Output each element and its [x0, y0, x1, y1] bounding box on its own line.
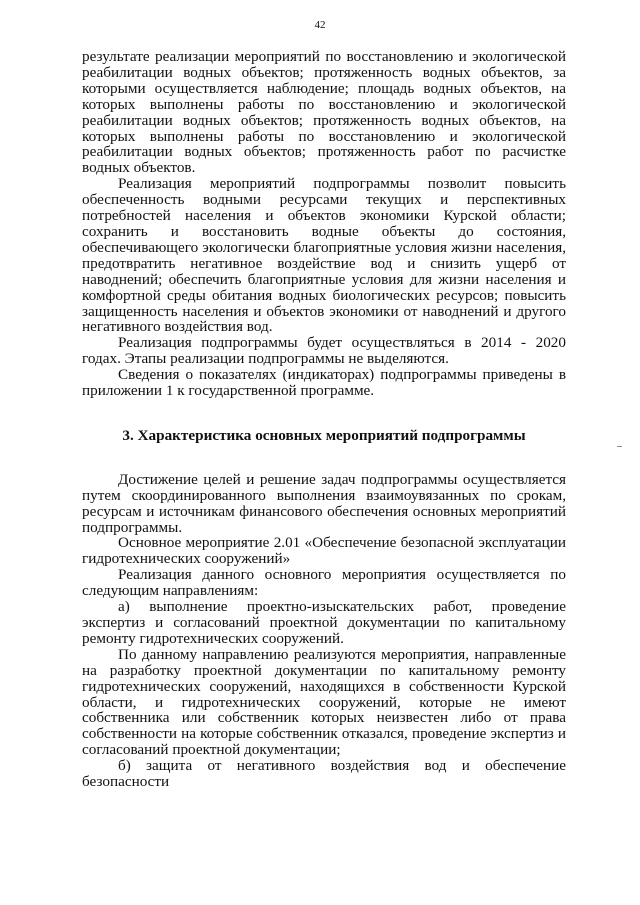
paragraph-indicators-reference: Сведения о показателях (индикаторах) подпрограммы приведены в приложении 1 к государственной программе. [82, 366, 566, 400]
paragraph-goals-achievement: Достижение целей и решение задач подпрограммы осуществляется путем скоординированного выполнения взаимоувязанных по срокам, ресурсам и источникам финансового обеспечения основных мероприятий подпрограммы. [82, 470, 566, 536]
paragraph-direction-details: По данному направлению реализуются мероприятия, направленные на разработку проектной документации по капитальному ремонту гидротехнических сооружений, находящихся в собственности Курской области, и гидротехнических сооружений, которые не имеют собственника или собственник которых неизвестен либо от права собственности на которые собственник отказался, проведение экспертиз и согласований проектной документации; [82, 645, 566, 759]
paragraph-activity-directions: Реализация данного основного мероприятия осуществляется по следующим направлениям: [82, 566, 566, 600]
list-item-a: а) выполнение проектно-изыскательских работ, проведение экспертиз и согласований проектной документации по капитальному ремонту гидротехнических сооружений. [82, 598, 566, 647]
scan-mark [617, 446, 622, 447]
list-item-b: б) защита от негативного воздействия вод и обеспечение безопасности [82, 757, 566, 791]
paragraph-indicators-continuation: результате реализации мероприятий по восстановлению и экологической реабилитации водных объектов; протяженность водных объектов, за которыми осуществляется наблюдение; площадь водных объектов, на которых выполнены работы по восстановлению и экологической реабилитации водных объектов; протяженность водных объектов, на которых выполнены работы по восстановлению и экологической реабилитации водных объектов; протяженность работ по расчистке водных объектов. [82, 48, 566, 177]
paragraph-main-activity: Основное мероприятие 2.01 «Обеспечение безопасной эксплуатации гидротехнических сооружений» [82, 534, 566, 568]
section-heading: 3. Характеристика основных мероприятий подпрограммы [122, 426, 526, 444]
paragraph-expected-results: Реализация мероприятий подпрограммы позволит повысить обеспеченность водными ресурсами текущих и перспективных потребностей населения и объектов экономики Курской области; сохранить и восстановить водные объекты до состояния, обеспечивающего экологически благоприятные условия жизни населения, предотвратить негативное воздействие вод и снизить ущерб от наводнений; обеспечить благоприятные условия для жизни населения и комфортной среды обитания водных биологических ресурсов; повысить защищенность населения и объектов экономики от наводнений и другого негативного воздействия вод. [82, 175, 566, 336]
page-number: 42 [314, 19, 326, 31]
paragraph-implementation-period: Реализация подпрограммы будет осуществляться в 2014 - 2020 годах. Этапы реализации подпрограммы не выделяются. [82, 334, 566, 368]
document-body [82, 49, 566, 790]
